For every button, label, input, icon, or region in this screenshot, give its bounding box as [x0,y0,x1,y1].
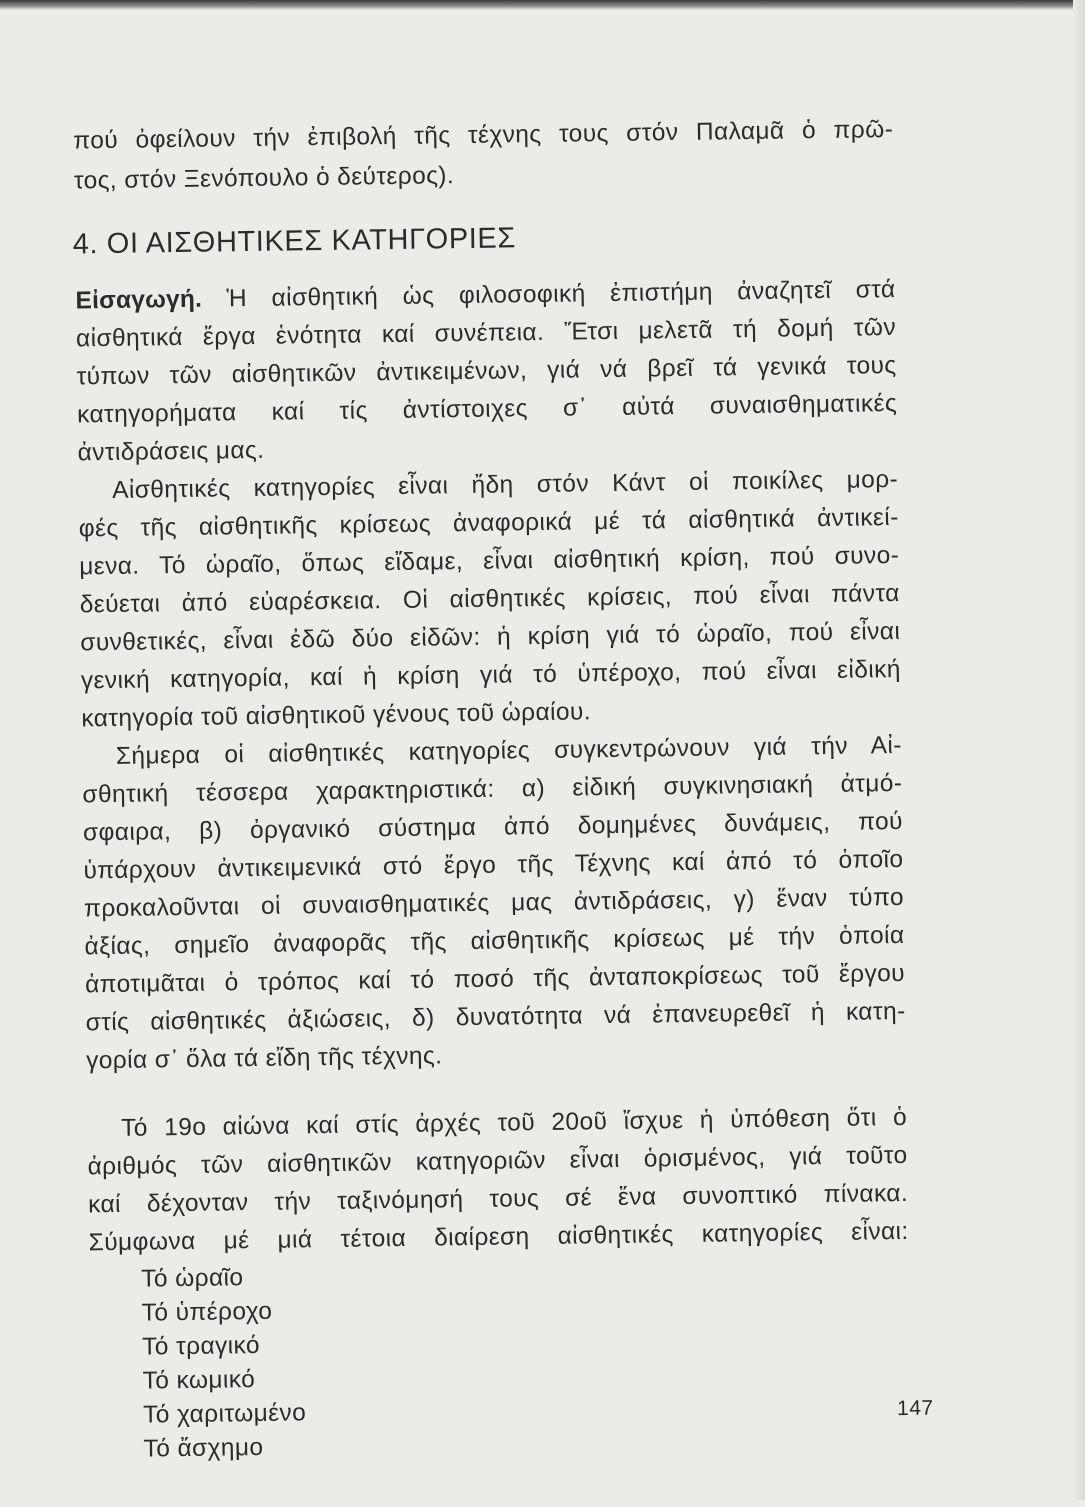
paragraph-3-line-3: σφαιρα, β) ὀργανικό σύστημα ἀπό δομημένες δυνάμεις, πού [82,807,904,847]
paragraph-3-line-4: ὑπάρχουν ἀντικειμενικά στό ἔργο τῆς Τέχνης καί ἀπό τό ὁποῖο [83,845,904,885]
category-item: Τό ὡραῖο [141,1264,244,1293]
paragraph-3-line-7: ἀποτιμᾶται ὁ τρόπος καί τό ποσό τῆς ἀνταποκρίσεως τοῦ ἔργου [84,959,906,999]
paragraph-2-line-7: κατηγορία τοῦ αἰσθητικοῦ γένους τοῦ ὡραίου. [81,698,592,733]
paragraph-2-line-2: φές τῆς αἰσθητικῆς κρίσεως ἀναφορικά μέ τά αἰσθητικά ἀντικεί- [78,503,899,543]
intro-line-2: τος, στόν Ξενόπουλο ὁ δεύτερος). [73,162,455,195]
paragraph-3-line-2: σθητική τέσσερα χαρακτηριστικά: α) εἰδική συγκινησιακή ἀτμό- [82,769,903,809]
category-item: Τό ὑπέροχο [141,1297,273,1327]
paragraph-4-line-3: καί δέχονταν τήν ταξινόμησή τους σέ ἕνα συνοπτικό πίνακα. [87,1179,909,1219]
paragraph-3-line-1: Σήμερα οἱ αἰσθητικές κατηγορίες συγκεντρώνουν γιά τήν Αἰ- [115,731,903,770]
paragraph-1-line-1-text: Ἡ αἰσθητική ὡς φιλοσοφική ἐπιστήμη ἀναζητεῖ στά [201,275,896,313]
intro-line-1: πού ὀφείλουν τήν ἐπιβολή τῆς τέχνης τους στόν Παλαμᾶ ὁ πρῶ- [73,116,894,155]
paragraph-1-line-4: κατηγορήματα καί τίς ἀντίστοιχες σ᾽ αὐτά συναισθηματικές [76,389,898,429]
category-item: Τό ἄσχημο [143,1433,264,1463]
paragraph-3-line-8: στίς αἰσθητικές ἀξιώσεις, δ) δυνατότητα νά ἐπανευρεθεῖ ἡ κατη- [85,997,906,1037]
paragraph-3-line-9: γορία σ᾽ ὅλα τά εἴδη τῆς τέχνης. [85,1042,443,1075]
paragraph-4-line-4: Σύμφωνα μέ μιά τέτοια διαίρεση αἰσθητικές κατηγορίες εἶναι: [88,1217,909,1257]
category-item: Τό τραγικό [141,1331,261,1361]
category-item: Τό χαριτωμένο [142,1399,307,1429]
paragraph-2-line-3: μενα. Τό ὡραῖο, ὅπως εἴδαμε, εἶναι αἰσθητική κρίση, πού συνο- [79,541,900,581]
paragraph-2-line-6: γενική κατηγορία, καί ἡ κρίση γιά τό ὑπέροχο, πού εἶναι εἰδική [80,655,901,695]
paragraph-4-line-2: ἀριθμός τῶν αἰσθητικῶν κατηγοριῶν εἶναι ὁρισμένος, γιά τοῦτο [87,1141,908,1181]
paragraph-3-line-5: προκαλοῦνται οἱ συναισθηματικές μας ἀντιδράσεις, γ) ἕναν τύπο [83,883,905,923]
paragraph-1-line-3: τύπων τῶν αἰσθητικῶν ἀντικειμένων, γιά νά βρεῖ τά γενικά τους [76,351,897,391]
category-item: Τό κωμικό [142,1366,256,1395]
section-heading: 4. ΟΙ ΑΙΣΘΗΤΙΚΕΣ ΚΑΤΗΓΟΡΙΕΣ [72,222,517,261]
paragraph-2-line-5: συνθετικές, εἶναι ἐδῶ δύο εἰδῶν: ἡ κρίση γιά τό ὡραῖο, πού εἶναι [80,617,901,657]
paragraph-2-line-1: Αἰσθητικές κατηγορίες εἶναι ἤδη στόν Κάντ οἱ ποικίλες μορ- [112,465,899,504]
paragraph-4-line-1: Τό 19ο αἰώνα καί στίς ἀρχές τοῦ 20οῦ ἴσχυε ἡ ὑπόθεση ὅτι ὁ [120,1103,908,1142]
lead-word: Εἰσαγωγή. [75,285,203,315]
page-number: 147 [896,1396,934,1421]
paragraph-1-line-2: αἰσθητικά ἔργα ἑνότητα καί συνέπεια. Ἔτσι μελετᾶ τή δομή τῶν [75,313,897,353]
paragraph-3-line-6: ἀξίας, σημεῖο ἀναφορᾶς τῆς αἰσθητικῆς κρίσεως μέ τήν ὁποία [84,921,905,961]
paragraph-2-line-4: δεύεται ἀπό εὐαρέσκεια. Οἱ αἰσθητικές κρίσεις, πού εἶναι πάντα [79,579,900,619]
paragraph-1-line-5: ἀντιδράσεις μας. [77,436,265,467]
paragraph-1-line-1 [75,275,895,316]
